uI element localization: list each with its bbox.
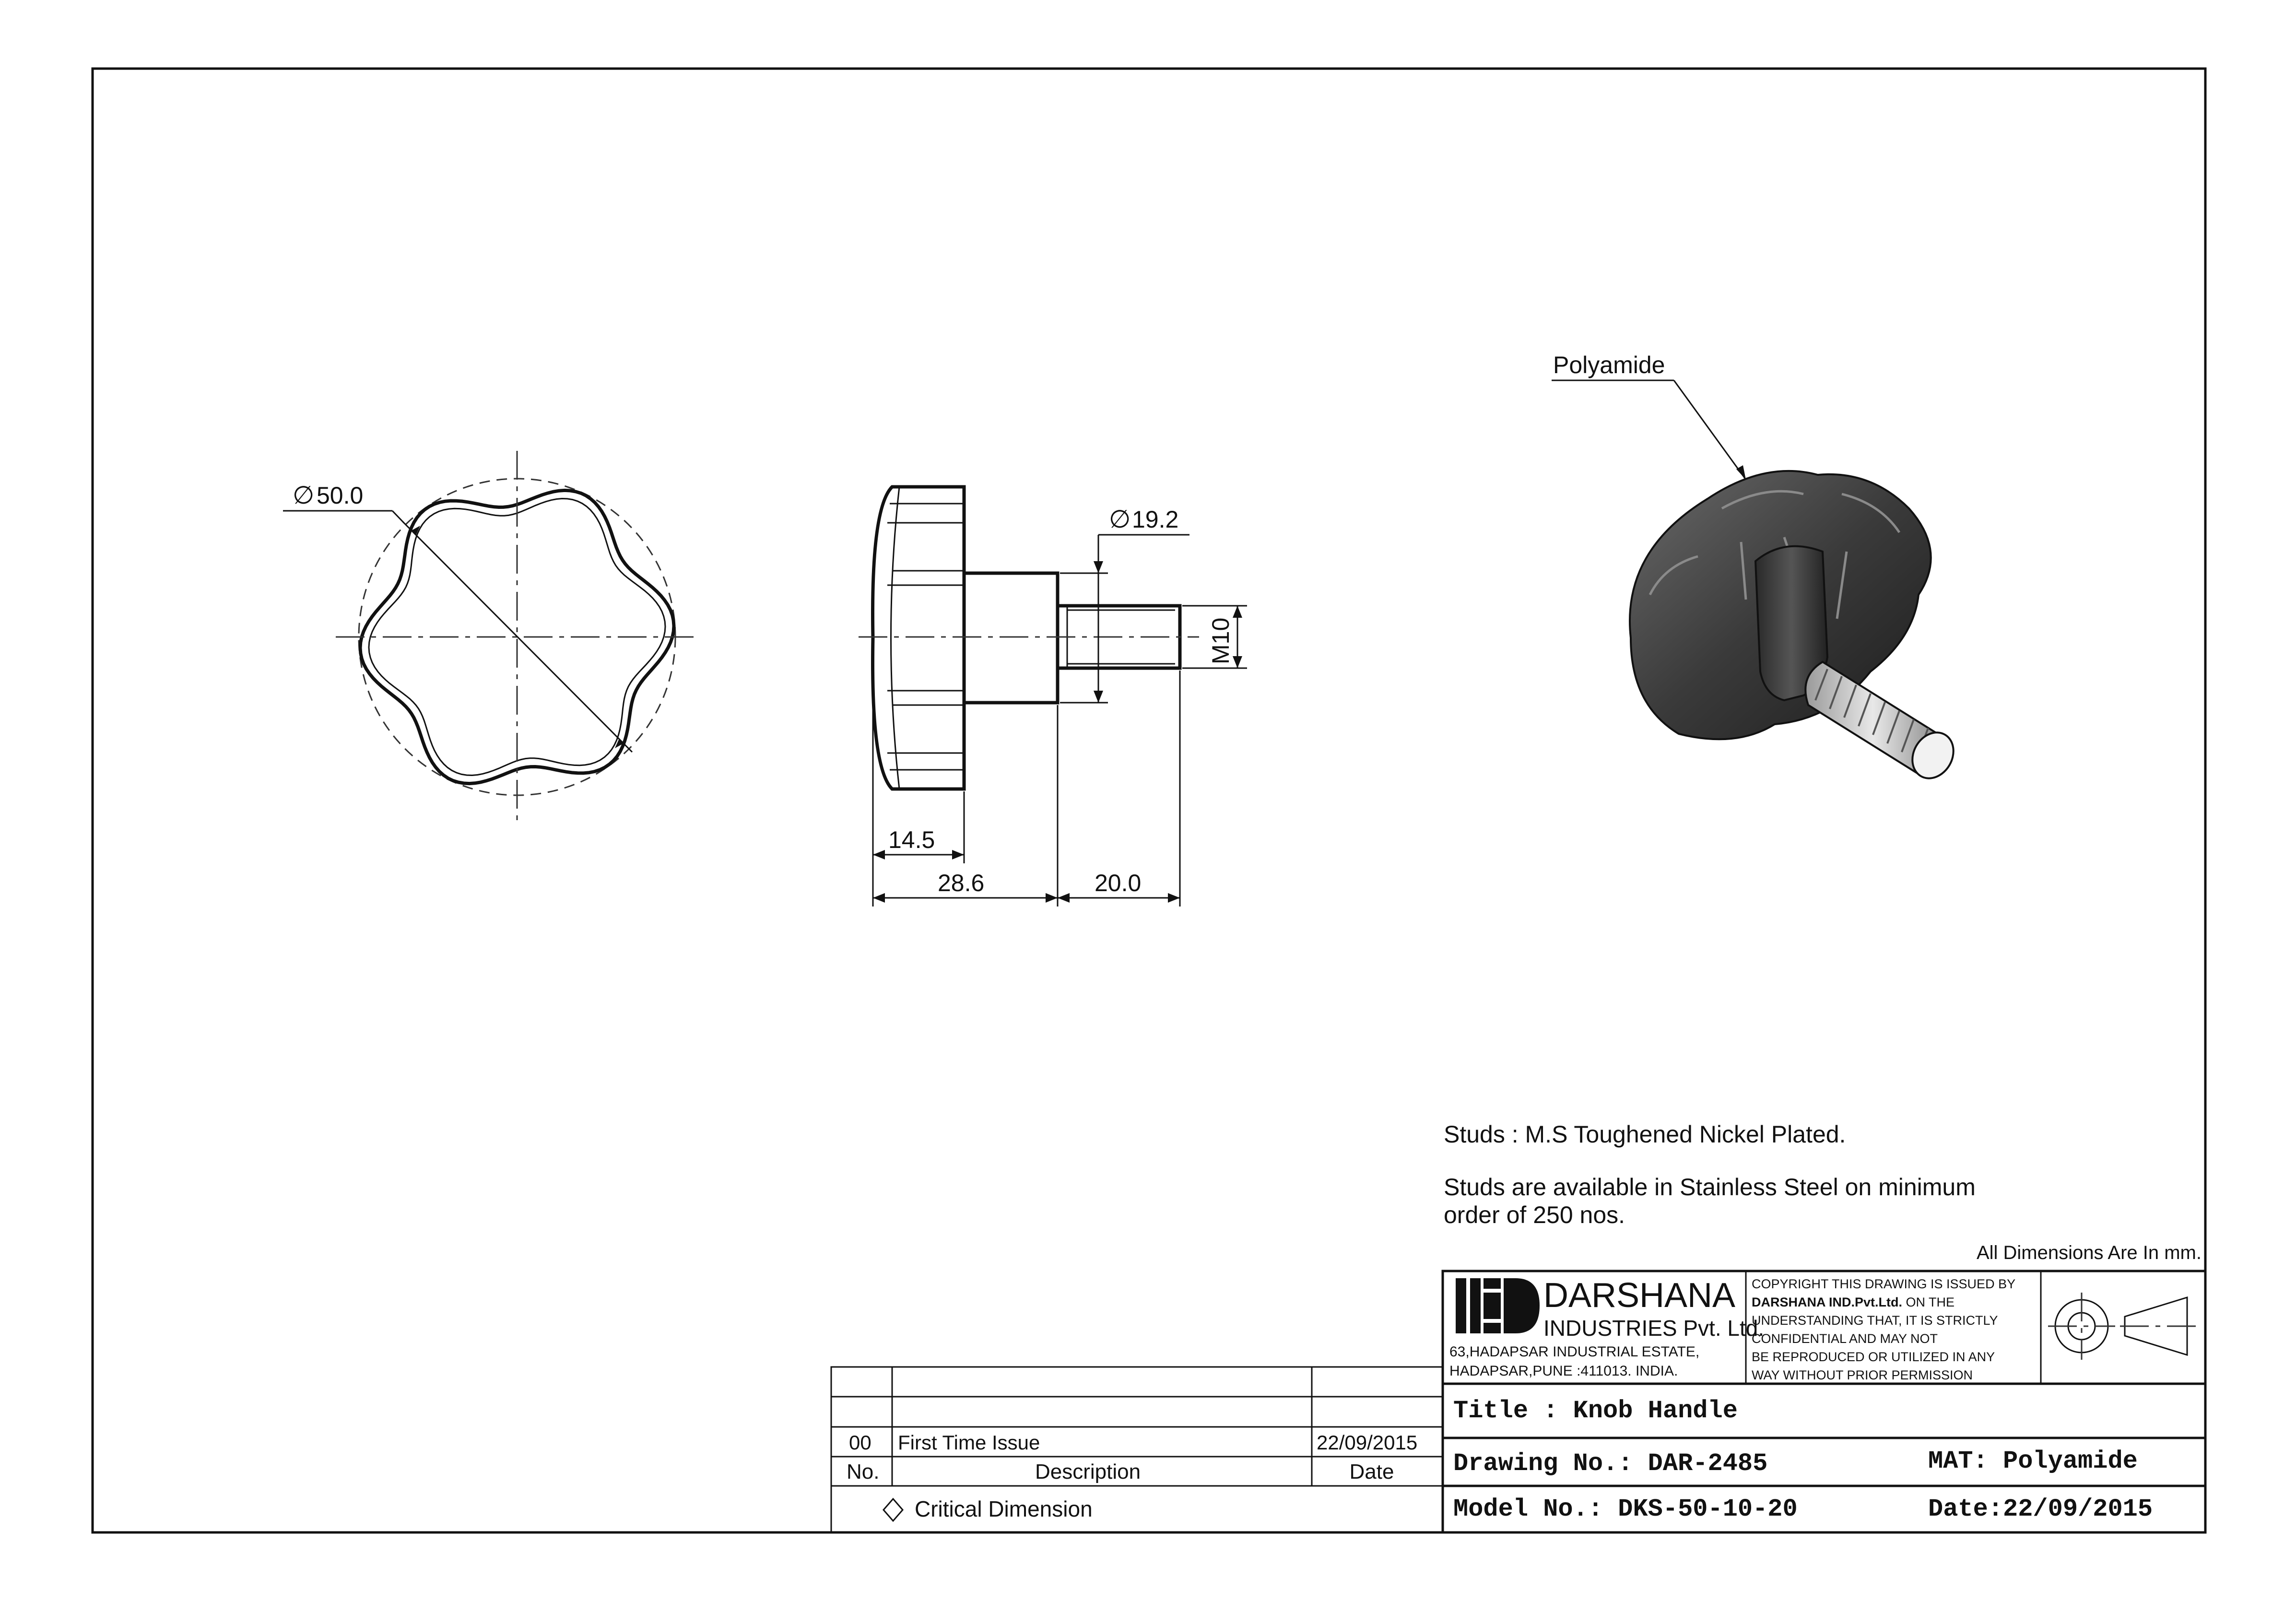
revision-header-date: Date <box>1349 1460 1394 1483</box>
front-view <box>283 451 695 825</box>
company-logo <box>1456 1278 1540 1333</box>
company-address-line2: HADAPSAR,PUNE :411013. INDIA. <box>1449 1363 1678 1379</box>
drawing-date: Date:22/09/2015 <box>1928 1495 2153 1523</box>
isometric-view <box>1552 352 1962 786</box>
company-subname: INDUSTRIES Pvt. Ltd. <box>1543 1316 1765 1341</box>
side-view <box>859 487 1247 906</box>
thread-size-label: M10 <box>1207 617 1234 664</box>
drawing-title: Title : Knob Handle <box>1453 1397 1738 1425</box>
body-arrow-right <box>1046 893 1058 903</box>
revision-header-no: No. <box>847 1460 880 1483</box>
thread-arrow-top <box>1233 606 1242 618</box>
thread-arrow-bottom <box>1233 656 1242 668</box>
note-studs-material: Studs : M.S Toughened Nickel Plated. <box>1444 1121 1846 1148</box>
stud-length-label: 20.0 <box>1095 870 1142 896</box>
material-callout-label: Polyamide <box>1553 352 1665 378</box>
revision-row-3-description: First Time Issue <box>898 1431 1040 1454</box>
third-angle-projection-icon <box>2048 1293 2197 1360</box>
title-block <box>1443 1271 2205 1532</box>
company-address-line1: 63,HADAPSAR INDUSTRIAL ESTATE, <box>1449 1344 1700 1360</box>
revision-table <box>831 1367 1443 1532</box>
diameter-symbol-icon: ∅ <box>293 482 315 509</box>
head-arrow-right <box>952 850 964 859</box>
svg-text:UNDERSTANDING THAT, IT IS STRI: UNDERSTANDING THAT, IT IS STRICTLY <box>1752 1313 1998 1328</box>
svg-text:WAY WITHOUT PRIOR PERMISSION: WAY WITHOUT PRIOR PERMISSION <box>1752 1368 1973 1382</box>
head-arrow-left <box>873 850 885 859</box>
critical-dimension-diamond-icon <box>883 1499 903 1521</box>
hub-body <box>964 573 1058 703</box>
body-length-label: 28.6 <box>938 870 985 896</box>
drawing-number: Drawing No.: DAR-2485 <box>1453 1449 1768 1478</box>
note-stainless-line2: order of 250 nos. <box>1444 1201 1625 1228</box>
body-arrow-left <box>873 893 885 903</box>
knob-head-outline <box>873 487 965 789</box>
hub-arrow-bottom <box>1094 691 1103 703</box>
knob-head-lobe-lines <box>887 487 964 789</box>
units-note: All Dimensions Are In mm. <box>1976 1242 2202 1263</box>
outer-diameter-label: 50.0 <box>317 482 364 509</box>
revision-header-description: Description <box>1035 1460 1141 1483</box>
material-spec: MAT: Polyamide <box>1928 1447 2138 1475</box>
revision-row-3-date: 22/09/2015 <box>1317 1431 1418 1454</box>
revision-row-3-no: 00 <box>849 1431 871 1454</box>
diameter-leader-2 <box>392 511 404 523</box>
hub-arrow-top <box>1094 561 1103 573</box>
svg-text:CONFIDENTIAL AND MAY NOT: CONFIDENTIAL AND MAY NOT <box>1752 1331 1938 1346</box>
stud-arrow-left <box>1058 893 1070 903</box>
svg-text:BE REPRODUCED OR UTILIZED IN A: BE REPRODUCED OR UTILIZED IN ANY <box>1752 1350 1995 1364</box>
notes <box>1444 1121 2202 1263</box>
svg-text:DARSHANA IND.Pvt.Ltd. ON THE: DARSHANA IND.Pvt.Ltd. ON THE <box>1752 1295 1955 1309</box>
note-stainless-line1: Studs are available in Stainless Steel on minimum <box>1444 1174 1976 1201</box>
head-height-label: 14.5 <box>888 826 935 853</box>
copyright-notice <box>1752 1277 2015 1382</box>
company-name: DARSHANA <box>1543 1276 1736 1315</box>
critical-dimension-legend: Critical Dimension <box>915 1496 1093 1521</box>
hub-diameter-label: 19.2 <box>1132 506 1179 533</box>
diameter-symbol-icon: ∅ <box>1109 506 1131 533</box>
model-number: Model No.: DKS-50-10-20 <box>1453 1495 1798 1523</box>
svg-text:COPYRIGHT THIS DRAWING IS ISSU: COPYRIGHT THIS DRAWING IS ISSUED BY <box>1752 1277 2016 1291</box>
stud-arrow-right <box>1168 893 1180 903</box>
material-callout-leader <box>1674 380 1746 480</box>
